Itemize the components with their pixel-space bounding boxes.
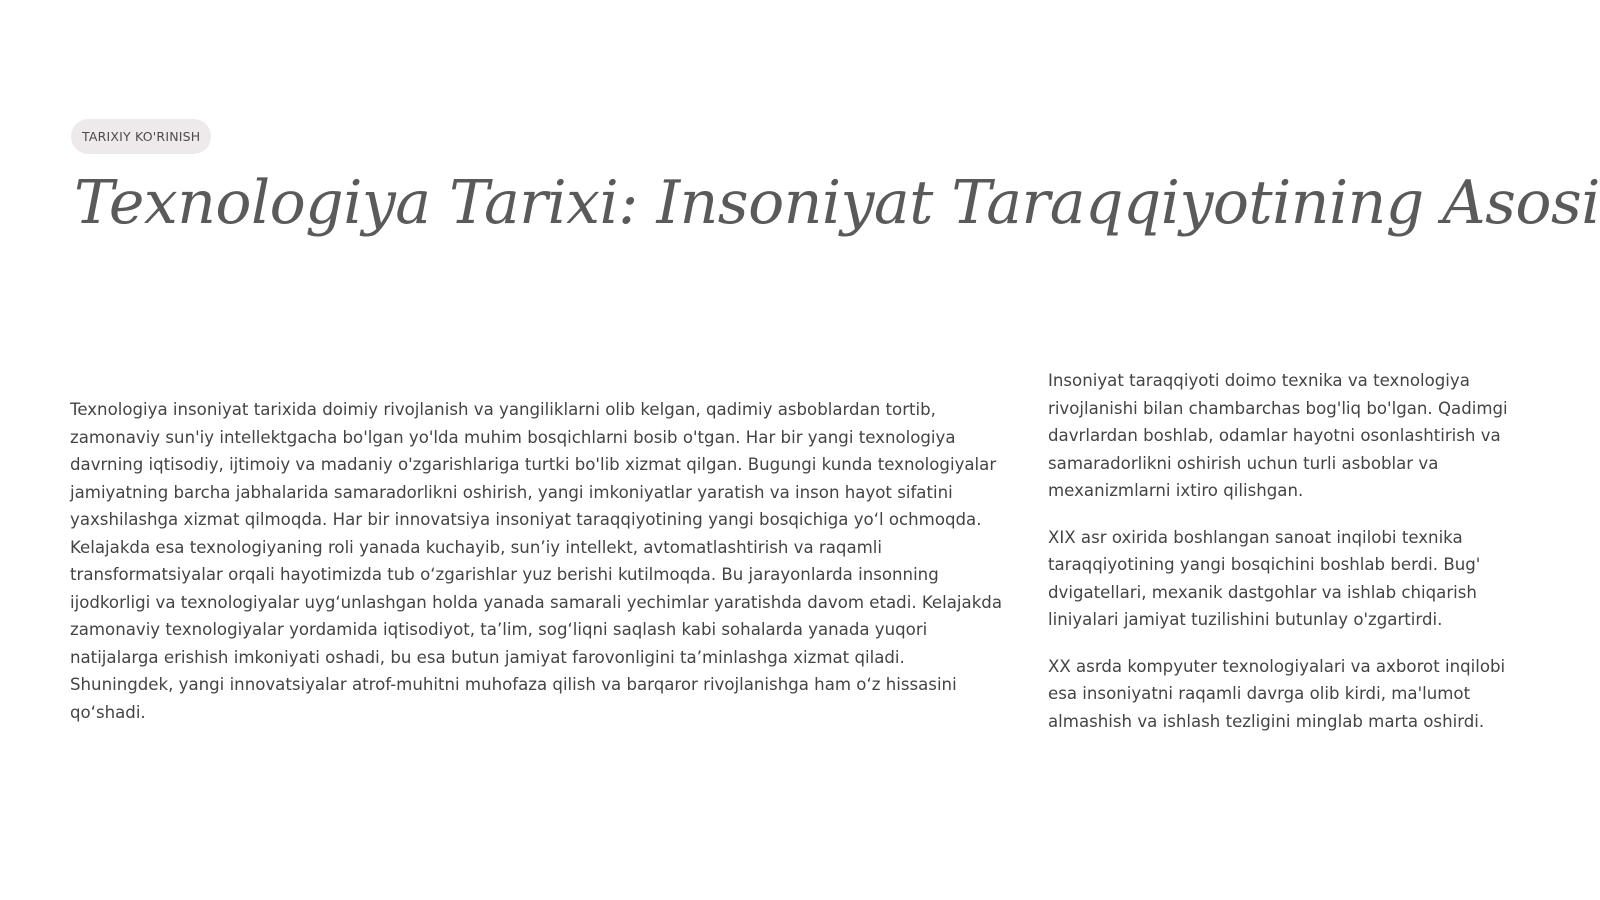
side-paragraph: XX asrda kompyuter texnologiyalari va axborot inqilobi esa insoniyatni raqamli davrga olib kirdi, ma'lumot almashish va ishlash tezligini minglab marta oshirdi. bbox=[1048, 656, 1506, 731]
side-paragraph: XIX asr oxirida boshlangan sanoat inqilobi texnika taraqqiyotining yangi bosqichini boshlab berdi. Bug' dvigatellari, mexanik dastgohlar va ishlab chiqarish liniyalari jamiyat tuzilishini butunlay o'zgartirdi. bbox=[1048, 527, 1481, 629]
section-badge-label: TARIXIY KO'RINISH bbox=[82, 129, 201, 144]
section-badge bbox=[71, 119, 211, 154]
page-title: Texnologiya Tarixi: Insoniyat Taraqqiyotining Asosi bbox=[74, 168, 1600, 238]
main-paragraph: Texnologiya insoniyat tarixida doimiy rivojlanish va yangiliklarni olib kelgan, qadimiy asboblardan tortib, zamonaviy sun'iy intellektgacha bo'lgan yo'lda muhim bosqichlarni bosib o'tgan. Har bir yangi texnologiya davrning iqtisodiy, ijtimoiy va madaniy o'zgarishlariga turtki bo'lib xizmat qilgan. Bugungi kunda texnologiyalar jamiyatning barcha jabhalarida samaradorlikni oshirish, yangi imkoniyatlar yaratish va inson hayot sifatini yaxshilashga xizmat qilmoqda. Har bir innovatsiya insoniyat taraqqiyotining yangi bosqichiga yo‘l ochmoqda. Kelajakda esa texnologiyaning roli yanada kuchayib, sun’iy intellekt, avtomatlashtirish va raqamli transformatsiyalar orqali hayotimizda tub o‘zgarishlar yuz berishi kutilmoqda. Bu jarayonlarda insonning ijodkorligi va texnologiyalar uyg‘unlashgan holda yanada samarali yechimlar yaratishda davom etadi. Kelajakda zamonaviy texnologiyalar yordamida iqtisodiyot, ta’lim, sog‘liqni saqlash kabi sohalarda yanada yuqori natijalarga erishish imkoniyati oshadi, bu esa butun jamiyat farovonligini ta’minlashga xizmat qiladi. Shuningdek, yangi innovatsiyalar atrof-muhitni muhofaza qilish va barqaror rivojlanishga ham o‘z hissasini qo‘shadi. bbox=[70, 400, 1003, 722]
side-paragraph: Insoniyat taraqqiyoti doimo texnika va texnologiya rivojlanishi bilan chambarchas bog'liq bo'lgan. Qadimgi davrlardan boshlab, odamlar hayotni osonlashtirish va samaradorlikni oshirish uchun turli asboblar va mexanizmlarni ixtiro qilishgan. bbox=[1048, 371, 1508, 500]
side-column bbox=[1048, 367, 1533, 754]
